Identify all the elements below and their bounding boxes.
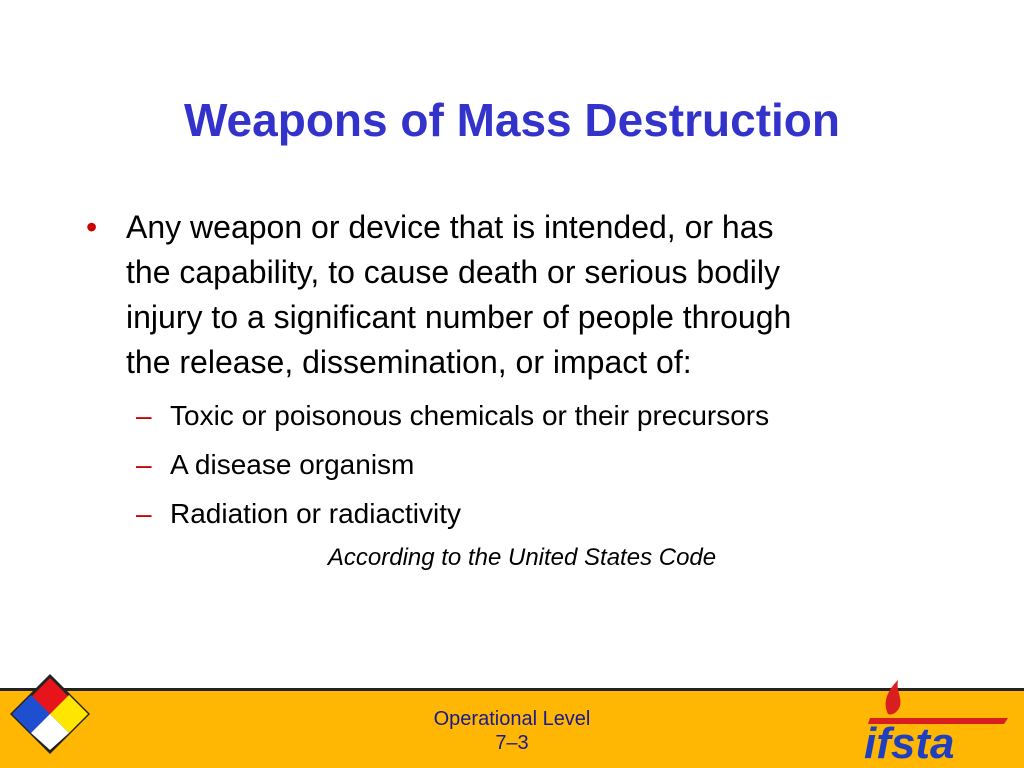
bullet-line: the capability, to cause death or serious bodily <box>126 254 781 290</box>
sub-bullet-marker: – <box>136 449 152 480</box>
slide-title: Weapons of Mass Destruction <box>183 94 841 146</box>
sub-bullet-text: A disease organism <box>170 449 415 480</box>
sub-bullet-item <box>136 489 966 538</box>
footer-page-number: 7–3 <box>495 732 529 754</box>
sub-bullet-list <box>86 391 966 538</box>
citation: According to the United States Code <box>327 544 717 571</box>
footer-level: Operational Level <box>433 708 591 730</box>
bullet-line: Any weapon or device that is intended, or has <box>126 209 774 245</box>
sub-bullet-text: Toxic or poisonous chemicals or their precursors <box>170 400 770 431</box>
sub-bullet-item <box>136 440 966 489</box>
logo-text: ifsta <box>864 719 955 764</box>
sub-bullet-text: Radiation or radiactivity <box>170 498 462 529</box>
footer-label <box>400 707 624 755</box>
nfpa-hazard-diamond-icon <box>8 672 92 756</box>
ifsta-logo-icon <box>858 674 1016 764</box>
main-bullet <box>86 205 966 385</box>
bullet-line: injury to a significant number of people through <box>126 299 792 335</box>
bullet-marker: • <box>86 209 98 245</box>
sub-bullet-item <box>136 391 966 440</box>
bullet-line: the release, dissemination, or impact of: <box>126 344 692 380</box>
sub-bullet-marker: – <box>136 400 152 431</box>
sub-bullet-marker: – <box>136 498 152 529</box>
slide-body <box>86 205 966 538</box>
